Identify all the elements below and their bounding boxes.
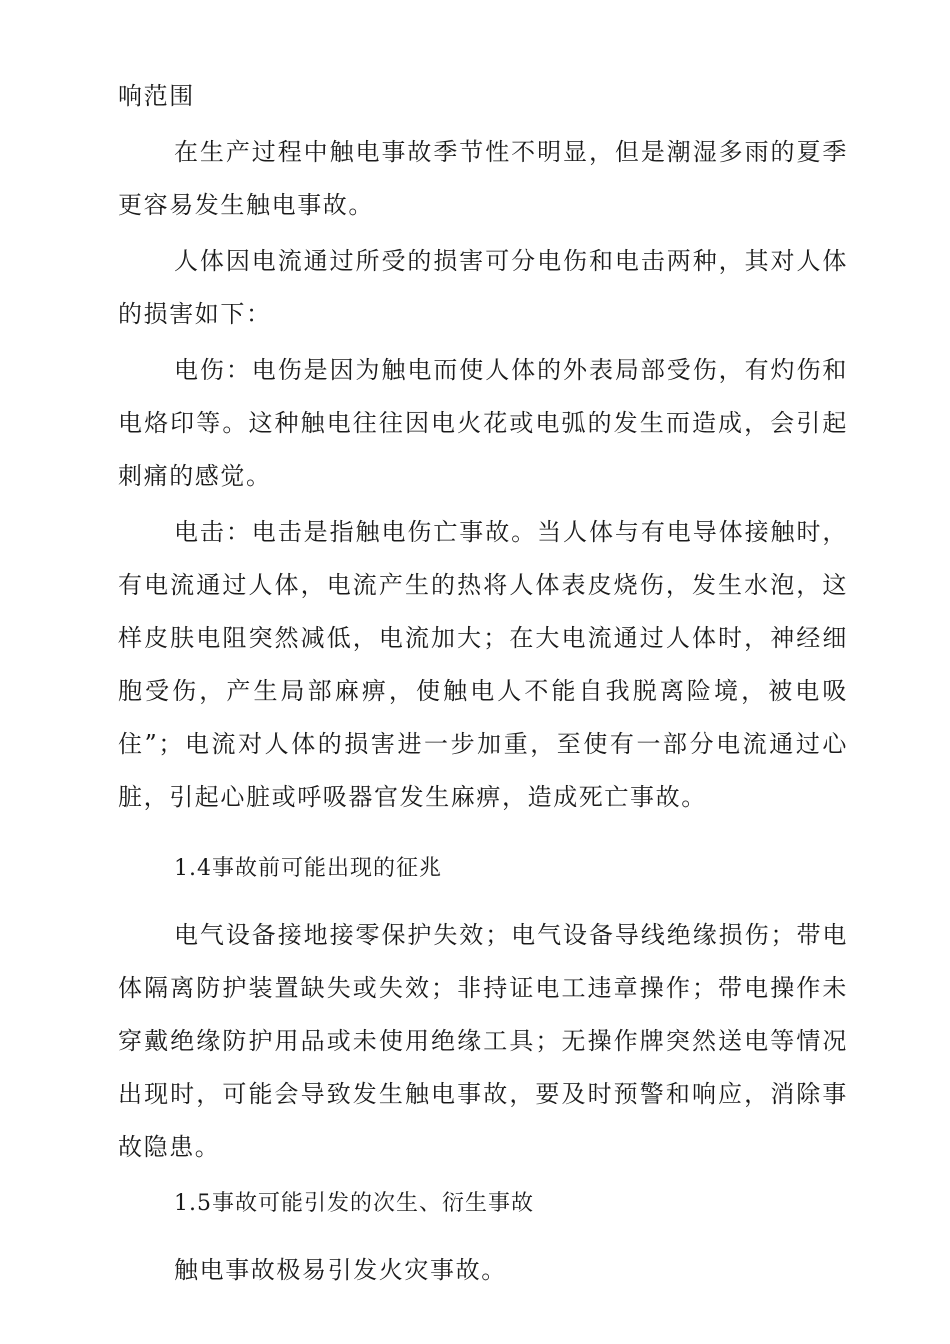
paragraph-injury-types: 人体因电流通过所受的损害可分电伤和电击两种，其对人体的损害如下：: [118, 247, 848, 328]
paragraph-secondary-accidents: 触电事故极易引发火灾事故。: [174, 1256, 507, 1284]
section-heading-1-5: 1.5事故可能引发的次生、衍生事故: [174, 1191, 534, 1216]
document-page: [118, 70, 848, 1297]
continued-text: 响范围: [118, 82, 195, 110]
paragraph-seasonality: 在生产过程中触电事故季节性不明显，但是潮湿多雨的夏季更容易发生触电事故。: [118, 138, 848, 219]
paragraph-warning-signs: 电气设备接地接零保护失效；电气设备导线绝缘损伤；带电体隔离防护装置缺失或失效；非持证电工违章操作；带电操作未穿戴绝缘防护用品或未使用绝缘工具；无操作牌突然送电等情况出现时，可能会导致发生触电事故，要及时预警和响应，消除事故隐患。: [118, 921, 848, 1161]
section-heading-1-4: 1.4事故前可能出现的征兆: [174, 856, 442, 881]
paragraph-electric-shock: 电击：电击是指触电伤亡事故。当人体与有电导体接触时，有电流通过人体，电流产生的热将人体表皮烧伤，发生水泡，这样皮肤电阻突然减低，电流加大；在大电流通过人体时，神经细胞受伤，产生局部麻痹，使触电人不能自我脱离险境，被电吸住”；电流对人体的损害进一步加重，至使有一部分电流通过心脏，引起心脏或呼吸器官发生麻痹，造成死亡事故。: [118, 518, 848, 811]
paragraph-electric-burn: 电伤：电伤是因为触电而使人体的外表局部受伤，有灼伤和电烙印等。这种触电往往因电火花或电弧的发生而造成，会引起刺痛的感觉。: [118, 356, 848, 490]
